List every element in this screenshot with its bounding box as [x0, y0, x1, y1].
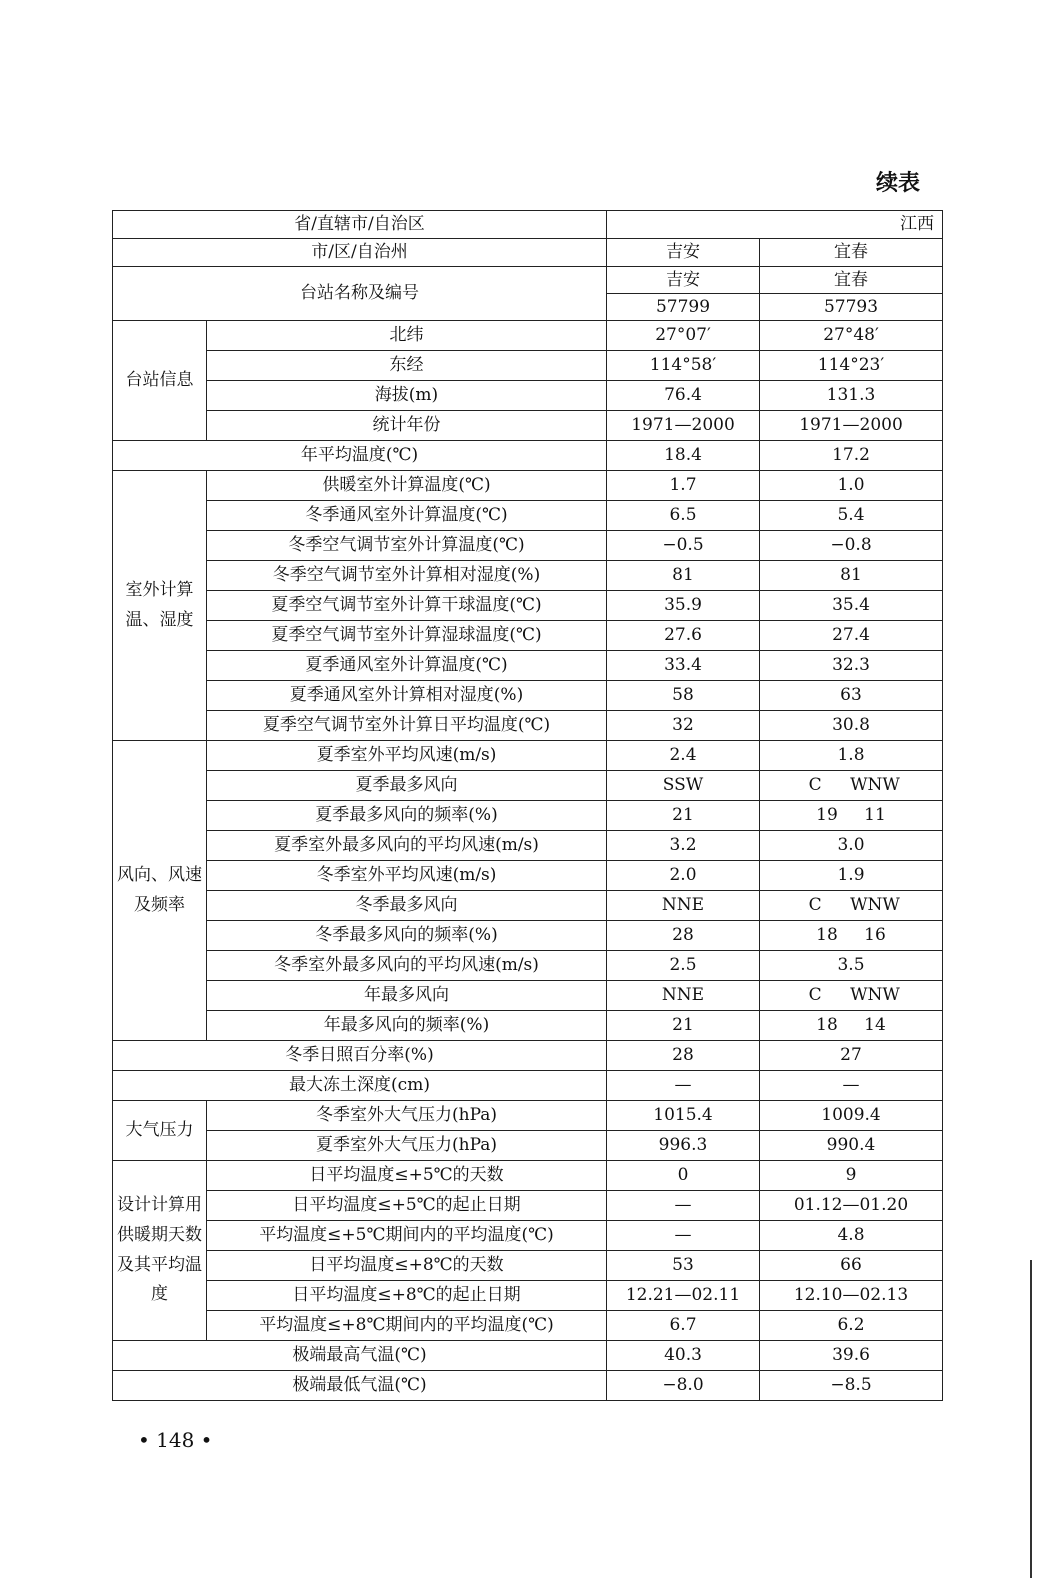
table-row	[113, 561, 943, 591]
value-cell-a: 33.4	[607, 651, 760, 681]
table-row	[113, 921, 943, 951]
wind-value-part: WNW	[850, 985, 900, 1006]
value-cell-b: 12.10—02.13	[760, 1281, 943, 1311]
row-label: 夏季通风室外计算相对湿度(%)	[207, 681, 607, 711]
value-cell-a: 40.3	[607, 1341, 760, 1371]
value-cell-b: 1009.4	[760, 1101, 943, 1131]
value-cell-a: 27.6	[607, 621, 760, 651]
extreme-max-label: 极端最高气温(℃)	[113, 1341, 607, 1371]
table-row	[113, 1161, 943, 1191]
table-row	[113, 1041, 943, 1071]
row-label: 冬季室外最多风向的平均风速(m/s)	[207, 951, 607, 981]
table-row	[113, 1371, 943, 1401]
row-label: 夏季室外最多风向的平均风速(m/s)	[207, 831, 607, 861]
row-label: 冬季通风室外计算温度(℃)	[207, 501, 607, 531]
group-outdoor-calc: 室外计算温、湿度	[113, 471, 207, 741]
value-cell-a: 114°58′	[607, 351, 760, 381]
group-heating: 设计计算用供暖期天数及其平均温度	[113, 1161, 207, 1341]
value-cell-a: 28	[607, 1041, 760, 1071]
value-cell-a: 53	[607, 1251, 760, 1281]
value-cell-a: 35.9	[607, 591, 760, 621]
table-row	[113, 621, 943, 651]
value-cell-a: 21	[607, 801, 760, 831]
value-cell-b: 6.2	[760, 1311, 943, 1341]
row-label: 夏季室外平均风速(m/s)	[207, 741, 607, 771]
value-cell-a: 76.4	[607, 381, 760, 411]
station-name-b: 宜春	[760, 267, 943, 294]
value-cell-b: 990.4	[760, 1131, 943, 1161]
value-cell-a: NNE	[607, 981, 760, 1011]
value-cell-a: —	[607, 1191, 760, 1221]
province-label: 省/直辖市/自治区	[113, 211, 607, 239]
table-row	[113, 471, 943, 501]
station-label: 台站名称及编号	[113, 267, 607, 321]
value-cell-b: 131.3	[760, 381, 943, 411]
value-cell-b: 66	[760, 1251, 943, 1281]
value-cell-b: −0.8	[760, 531, 943, 561]
climate-table	[112, 210, 943, 1401]
row-label: 冬季室外大气压力(hPa)	[207, 1101, 607, 1131]
value-cell-b	[760, 1011, 943, 1041]
row-label: 夏季空气调节室外计算湿球温度(℃)	[207, 621, 607, 651]
value-cell-b: 17.2	[760, 441, 943, 471]
table-row	[113, 891, 943, 921]
wind-value-part: 3.5	[837, 955, 865, 976]
group-station-info: 台站信息	[113, 321, 207, 441]
value-cell-b: 01.12—01.20	[760, 1191, 943, 1221]
table-row	[113, 861, 943, 891]
row-label: 夏季最多风向	[207, 771, 607, 801]
value-cell-b: 27.4	[760, 621, 943, 651]
wind-value-part: 16	[864, 925, 886, 946]
table-row	[113, 741, 943, 771]
table-row	[113, 1011, 943, 1041]
province-value: 江西	[607, 211, 943, 239]
row-label: 夏季通风室外计算温度(℃)	[207, 651, 607, 681]
city-label: 市/区/自治州	[113, 239, 607, 267]
row-label: 平均温度≤+8℃期间内的平均温度(℃)	[207, 1311, 607, 1341]
value-cell-b: —	[760, 1071, 943, 1101]
value-cell-b	[760, 891, 943, 921]
row-label: 日平均温度≤+8℃的天数	[207, 1251, 607, 1281]
value-cell-a: 1971—2000	[607, 411, 760, 441]
table-row	[113, 211, 943, 239]
table-row	[113, 1191, 943, 1221]
table-row	[113, 239, 943, 267]
wind-value-part: 1.9	[837, 865, 865, 886]
value-cell-b	[760, 741, 943, 771]
value-cell-a: 0	[607, 1161, 760, 1191]
wind-value-part: 11	[864, 805, 886, 826]
table-row	[113, 321, 943, 351]
wind-value-part: WNW	[850, 775, 900, 796]
row-label: 冬季空气调节室外计算相对湿度(%)	[207, 561, 607, 591]
row-label: 冬季最多风向	[207, 891, 607, 921]
row-label: 日平均温度≤+8℃的起止日期	[207, 1281, 607, 1311]
row-label: 北纬	[207, 321, 607, 351]
page-edge-line	[1030, 1260, 1032, 1578]
row-label: 冬季室外平均风速(m/s)	[207, 861, 607, 891]
wind-value-part: C	[808, 985, 822, 1006]
station-id-a: 57799	[607, 294, 760, 321]
value-cell-b: 4.8	[760, 1221, 943, 1251]
value-cell-a: 1015.4	[607, 1101, 760, 1131]
row-label: 冬季最多风向的频率(%)	[207, 921, 607, 951]
row-label: 夏季室外大气压力(hPa)	[207, 1131, 607, 1161]
value-cell-b	[760, 981, 943, 1011]
value-cell-b: −8.5	[760, 1371, 943, 1401]
table-row	[113, 1281, 943, 1311]
row-label: 夏季空气调节室外计算干球温度(℃)	[207, 591, 607, 621]
value-cell-a: −8.0	[607, 1371, 760, 1401]
value-cell-a: 6.7	[607, 1311, 760, 1341]
row-label: 供暖室外计算温度(℃)	[207, 471, 607, 501]
city-value-a: 吉安	[607, 239, 760, 267]
extreme-min-label: 极端最低气温(℃)	[113, 1371, 607, 1401]
table-row	[113, 951, 943, 981]
annual-mean-temp-label: 年平均温度(℃)	[113, 441, 607, 471]
value-cell-a: 12.21—02.11	[607, 1281, 760, 1311]
table-row	[113, 501, 943, 531]
table-row	[113, 1311, 943, 1341]
wind-value-part: 18	[816, 925, 838, 946]
table-row	[113, 1341, 943, 1371]
row-label: 统计年份	[207, 411, 607, 441]
value-cell-a: —	[607, 1071, 760, 1101]
table-row	[113, 441, 943, 471]
row-label: 日平均温度≤+5℃的起止日期	[207, 1191, 607, 1221]
value-cell-b: 9	[760, 1161, 943, 1191]
value-cell-b: 63	[760, 681, 943, 711]
table-row	[113, 981, 943, 1011]
table-row	[113, 351, 943, 381]
value-cell-a: 2.4	[607, 741, 760, 771]
table-row	[113, 531, 943, 561]
table-row	[113, 267, 943, 294]
value-cell-a: 32	[607, 711, 760, 741]
table-row	[113, 1221, 943, 1251]
wind-value-part: WNW	[850, 895, 900, 916]
row-label: 夏季最多风向的频率(%)	[207, 801, 607, 831]
value-cell-b: 27°48′	[760, 321, 943, 351]
table-row	[113, 1071, 943, 1101]
value-cell-b	[760, 771, 943, 801]
value-cell-a: 996.3	[607, 1131, 760, 1161]
value-cell-a: 3.2	[607, 831, 760, 861]
table-row	[113, 591, 943, 621]
value-cell-a: NNE	[607, 891, 760, 921]
value-cell-a: 18.4	[607, 441, 760, 471]
value-cell-b	[760, 921, 943, 951]
value-cell-b: 81	[760, 561, 943, 591]
frozen-soil-label: 最大冻土深度(cm)	[113, 1071, 607, 1101]
row-label: 日平均温度≤+5℃的天数	[207, 1161, 607, 1191]
page-number: • 148 •	[138, 1428, 213, 1452]
row-label: 年最多风向	[207, 981, 607, 1011]
row-label: 夏季空气调节室外计算日平均温度(℃)	[207, 711, 607, 741]
value-cell-a: 27°07′	[607, 321, 760, 351]
row-label: 海拔(m)	[207, 381, 607, 411]
value-cell-a: —	[607, 1221, 760, 1251]
value-cell-a: 28	[607, 921, 760, 951]
table-row	[113, 1251, 943, 1281]
value-cell-b	[760, 861, 943, 891]
table-row	[113, 651, 943, 681]
value-cell-b: 27	[760, 1041, 943, 1071]
station-id-b: 57793	[760, 294, 943, 321]
value-cell-b: 1.0	[760, 471, 943, 501]
city-value-b: 宜春	[760, 239, 943, 267]
table-row	[113, 381, 943, 411]
wind-value-part: 14	[864, 1015, 886, 1036]
group-wind: 风向、风速及频率	[113, 741, 207, 1041]
wind-value-part: 1.8	[837, 745, 865, 766]
table-row	[113, 801, 943, 831]
value-cell-a: 81	[607, 561, 760, 591]
value-cell-a: −0.5	[607, 531, 760, 561]
value-cell-a: 6.5	[607, 501, 760, 531]
group-pressure: 大气压力	[113, 1101, 207, 1161]
sunshine-label: 冬季日照百分率(%)	[113, 1041, 607, 1071]
value-cell-a: 2.5	[607, 951, 760, 981]
value-cell-a: 58	[607, 681, 760, 711]
climate-table-wrapper	[112, 210, 934, 1410]
value-cell-a: 2.0	[607, 861, 760, 891]
table-row	[113, 681, 943, 711]
value-cell-b: 114°23′	[760, 351, 943, 381]
wind-value-part: C	[808, 895, 822, 916]
value-cell-a: 21	[607, 1011, 760, 1041]
row-label: 年最多风向的频率(%)	[207, 1011, 607, 1041]
table-row	[113, 1131, 943, 1161]
value-cell-b: 32.3	[760, 651, 943, 681]
value-cell-b: 39.6	[760, 1341, 943, 1371]
table-row	[113, 711, 943, 741]
value-cell-b: 35.4	[760, 591, 943, 621]
table-row	[113, 771, 943, 801]
table-row	[113, 831, 943, 861]
value-cell-b: 5.4	[760, 501, 943, 531]
value-cell-a: SSW	[607, 771, 760, 801]
value-cell-b	[760, 951, 943, 981]
row-label: 平均温度≤+5℃期间内的平均温度(℃)	[207, 1221, 607, 1251]
wind-value-part: C	[808, 775, 822, 796]
table-row	[113, 411, 943, 441]
value-cell-b	[760, 831, 943, 861]
table-row	[113, 1101, 943, 1131]
value-cell-b: 30.8	[760, 711, 943, 741]
row-label: 冬季空气调节室外计算温度(℃)	[207, 531, 607, 561]
wind-value-part: 18	[816, 1015, 838, 1036]
row-label: 东经	[207, 351, 607, 381]
continued-label: 续表	[875, 171, 920, 196]
value-cell-b: 1971—2000	[760, 411, 943, 441]
value-cell-a: 1.7	[607, 471, 760, 501]
value-cell-b	[760, 801, 943, 831]
wind-value-part: 19	[816, 805, 838, 826]
station-name-a: 吉安	[607, 267, 760, 294]
wind-value-part: 3.0	[837, 835, 865, 856]
